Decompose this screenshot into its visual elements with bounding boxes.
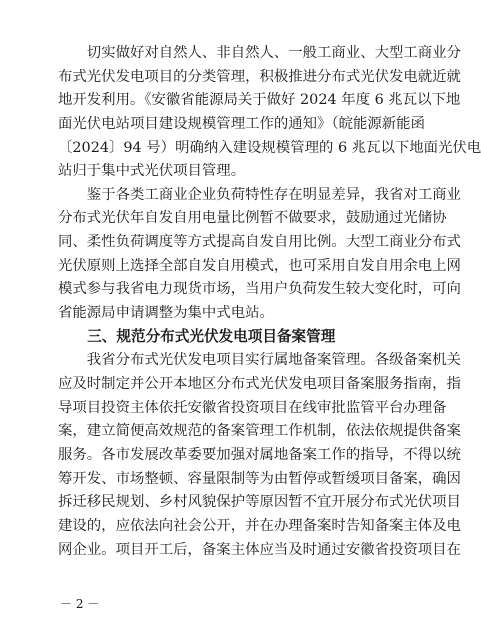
paragraph-3-line-9: 网企业。项目开工后，备案主体应当及时通过安徽省投资项目在 <box>58 542 461 558</box>
paragraph-3-line-4: 案，建立简便高效规范的备案管理工作机制，依法依规提供备案 <box>58 423 461 439</box>
paragraph-1-line-2: 布式光伏发电项目的分类管理，积极推进分布式光伏发电就近就 <box>58 69 461 85</box>
paragraph-1-line-1: 切实做好对自然人、非自然人、一般工商业、大型工商业分 <box>58 45 461 61</box>
paragraph-3-line-6: 筹开发、市场整顿、容量限制等为由暂停或暂缓项目备案，确因 <box>58 471 461 487</box>
paragraph-2-line-4: 光伏原则上选择全部自发自用模式，也可采用自发自用余电上网 <box>58 258 461 274</box>
paragraph-3-line-2: 应及时制定并公开本地区分布式光伏发电项目备案服务指南，指 <box>58 376 461 392</box>
paragraph-3-line-1: 我省分布式光伏发电项目实行属地备案管理。各级备案机关 <box>58 352 461 368</box>
paragraph-1-line-5: 〔2024〕94 号）明确纳入建设规模管理的 6 兆瓦以下地面光伏电 <box>58 140 481 156</box>
paragraph-3-line-7: 拆迁移民规划、乡村风貌保护等原因暂不宜开展分布式光伏项目 <box>58 494 461 510</box>
paragraph-2-line-1: 鉴于各类工商业企业负荷特性存在明显差异，我省对工商业 <box>58 187 461 203</box>
paragraph-1-line-4: 面光伏电站项目建设规模管理工作的通知》（皖能源新能函 <box>58 116 425 132</box>
paragraph-3-line-5: 服务。各市发展改革委要加强对属地备案工作的指导，不得以统 <box>58 447 461 463</box>
paragraph-1-line-3: 地开发利用。《安徽省能源局关于做好 2024 年度 6 兆瓦以下地 <box>58 92 461 108</box>
section-heading: 三、规范分布式光伏发电项目备案管理 <box>58 328 336 345</box>
paragraph-2-line-6: 省能源局申请调整为集中式电站。 <box>58 305 274 321</box>
paragraph-2-line-5: 模式参与我省电力现货市场，当用户负荷发生较大变化时，可向 <box>58 281 461 297</box>
paragraph-3-line-8: 建设的，应依法向社会公开，并在办理备案时告知备案主体及电 <box>58 518 461 534</box>
page-number: － 2 － <box>60 597 100 611</box>
paragraph-3-line-3: 导项目投资主体依托安徽省投资项目在线审批监管平台办理备 <box>58 400 447 416</box>
paragraph-1-line-6: 站归于集中式光伏项目管理。 <box>58 163 246 179</box>
paragraph-2-line-2: 分布式光伏年自发自用电量比例暂不做要求，鼓励通过光储协 <box>58 210 447 226</box>
paragraph-2-line-3: 同、柔性负荷调度等方式提高自发自用比例。大型工商业分布式 <box>58 234 461 250</box>
